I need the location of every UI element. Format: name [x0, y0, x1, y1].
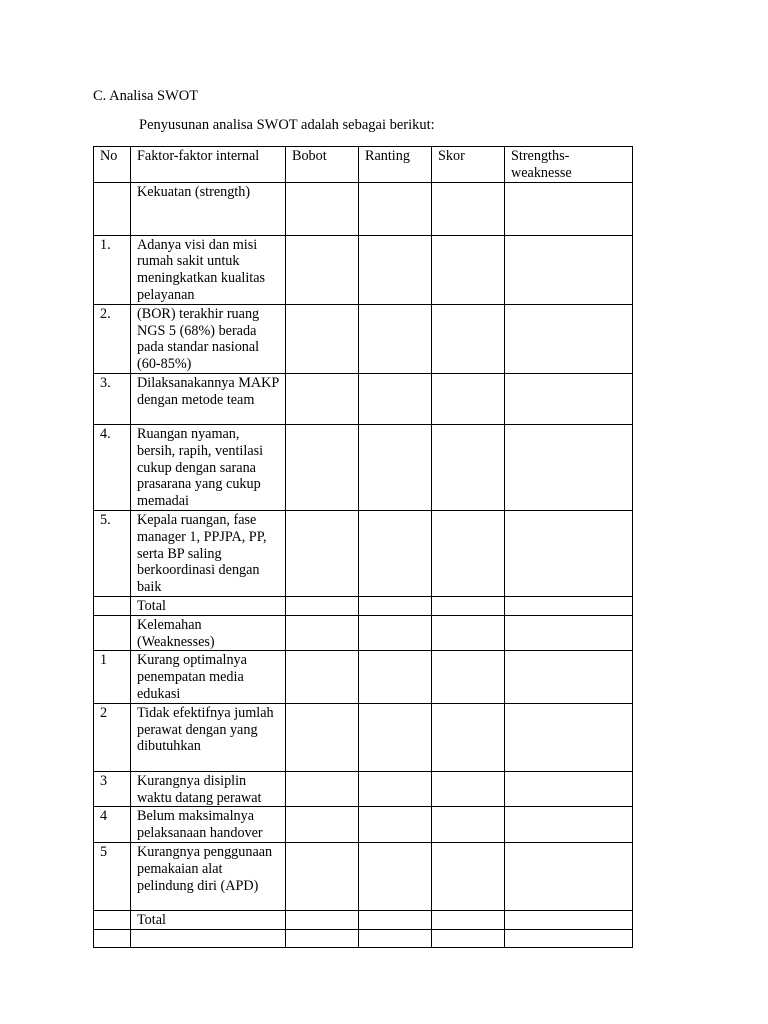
table-row	[94, 615, 633, 651]
cell-sw	[505, 771, 633, 807]
cell-bobot	[286, 929, 359, 947]
cell-skor	[432, 424, 505, 510]
cell-skor	[432, 842, 505, 910]
cell-ranting	[359, 651, 432, 703]
table-header-row	[94, 147, 633, 183]
cell-sw	[505, 424, 633, 510]
section-heading: C. Analisa SWOT	[93, 88, 199, 104]
cell-bobot	[286, 596, 359, 615]
cell-skor	[432, 373, 505, 424]
table-row	[94, 842, 633, 910]
cell-sw	[505, 615, 633, 651]
header-skor: Skor	[432, 147, 505, 183]
cell-bobot	[286, 771, 359, 807]
cell-sw	[505, 304, 633, 373]
row-factor: Total	[131, 596, 286, 615]
cell-bobot	[286, 304, 359, 373]
cell-sw	[505, 807, 633, 843]
row-factor: Kelemahan (Weaknesses)	[131, 615, 286, 651]
row-factor: Kurangnya disiplin waktu datang perawat	[131, 771, 286, 807]
cell-ranting	[359, 596, 432, 615]
cell-sw	[505, 842, 633, 910]
row-factor: Adanya visi dan misi rumah sakit untuk meningkatkan kualitas pelayanan	[131, 235, 286, 304]
cell-ranting	[359, 424, 432, 510]
cell-bobot	[286, 807, 359, 843]
row-factor	[131, 929, 286, 947]
cell-sw	[505, 929, 633, 947]
table-row	[94, 304, 633, 373]
swot-table	[93, 146, 633, 948]
cell-ranting	[359, 235, 432, 304]
row-no: 1	[94, 651, 131, 703]
row-factor: Tidak efektifnya jumlah perawat dengan yang dibutuhkan	[131, 703, 286, 771]
cell-bobot	[286, 703, 359, 771]
cell-bobot	[286, 910, 359, 929]
table-row	[94, 929, 633, 947]
table-row	[94, 910, 633, 929]
cell-skor	[432, 929, 505, 947]
table-row	[94, 182, 633, 235]
row-no: 4.	[94, 424, 131, 510]
table-row	[94, 235, 633, 304]
header-factor: Faktor-faktor internal	[131, 147, 286, 183]
row-no: 5	[94, 842, 131, 910]
cell-skor	[432, 771, 505, 807]
cell-sw	[505, 651, 633, 703]
row-no	[94, 910, 131, 929]
cell-ranting	[359, 842, 432, 910]
table-row	[94, 771, 633, 807]
row-factor: Belum maksimalnya pelaksanaan handover	[131, 807, 286, 843]
cell-bobot	[286, 651, 359, 703]
cell-sw	[505, 182, 633, 235]
row-no	[94, 182, 131, 235]
cell-bobot	[286, 373, 359, 424]
cell-skor	[432, 615, 505, 651]
cell-skor	[432, 910, 505, 929]
table-row	[94, 596, 633, 615]
cell-bobot	[286, 182, 359, 235]
table-row	[94, 424, 633, 510]
row-factor: Dilaksanakannya MAKP dengan metode team	[131, 373, 286, 424]
header-bobot: Bobot	[286, 147, 359, 183]
cell-bobot	[286, 615, 359, 651]
cell-ranting	[359, 929, 432, 947]
row-no: 1.	[94, 235, 131, 304]
table-row	[94, 807, 633, 843]
row-no	[94, 929, 131, 947]
cell-skor	[432, 182, 505, 235]
cell-ranting	[359, 304, 432, 373]
cell-skor	[432, 703, 505, 771]
cell-skor	[432, 235, 505, 304]
cell-bobot	[286, 510, 359, 596]
table-row	[94, 703, 633, 771]
cell-sw	[505, 373, 633, 424]
cell-ranting	[359, 910, 432, 929]
row-no: 4	[94, 807, 131, 843]
row-factor: (BOR) terakhir ruang NGS 5 (68%) berada pada standar nasional (60-85%)	[131, 304, 286, 373]
cell-bobot	[286, 235, 359, 304]
cell-sw	[505, 510, 633, 596]
table-row	[94, 651, 633, 703]
cell-ranting	[359, 182, 432, 235]
row-no: 2.	[94, 304, 131, 373]
cell-skor	[432, 651, 505, 703]
cell-sw	[505, 910, 633, 929]
cell-skor	[432, 596, 505, 615]
cell-sw	[505, 703, 633, 771]
table-row	[94, 510, 633, 596]
row-factor: Ruangan nyaman, bersih, rapih, ventilasi cukup dengan sarana prasarana yang cukup memadai	[131, 424, 286, 510]
row-factor: Kurangnya penggunaan pemakaian alat pelindung diri (APD)	[131, 842, 286, 910]
cell-ranting	[359, 373, 432, 424]
row-factor: Total	[131, 910, 286, 929]
header-strengths-weakness: Strengths-weaknesse	[505, 147, 633, 183]
header-ranting: Ranting	[359, 147, 432, 183]
row-factor: Kurang optimalnya penempatan media edukasi	[131, 651, 286, 703]
intro-paragraph: Penyusunan analisa SWOT adalah sebagai berikut:	[139, 117, 435, 133]
cell-skor	[432, 304, 505, 373]
row-no: 5.	[94, 510, 131, 596]
row-factor: Kekuatan (strength)	[131, 182, 286, 235]
row-no	[94, 615, 131, 651]
table-row	[94, 373, 633, 424]
cell-sw	[505, 235, 633, 304]
cell-skor	[432, 807, 505, 843]
row-no: 3.	[94, 373, 131, 424]
header-no: No	[94, 147, 131, 183]
cell-ranting	[359, 771, 432, 807]
cell-sw	[505, 596, 633, 615]
cell-bobot	[286, 424, 359, 510]
cell-bobot	[286, 842, 359, 910]
cell-ranting	[359, 703, 432, 771]
row-no: 3	[94, 771, 131, 807]
cell-ranting	[359, 615, 432, 651]
row-factor: Kepala ruangan, fase manager 1, PPJPA, PP, serta BP saling berkoordinasi dengan baik	[131, 510, 286, 596]
cell-ranting	[359, 510, 432, 596]
row-no	[94, 596, 131, 615]
row-no: 2	[94, 703, 131, 771]
cell-skor	[432, 510, 505, 596]
cell-ranting	[359, 807, 432, 843]
